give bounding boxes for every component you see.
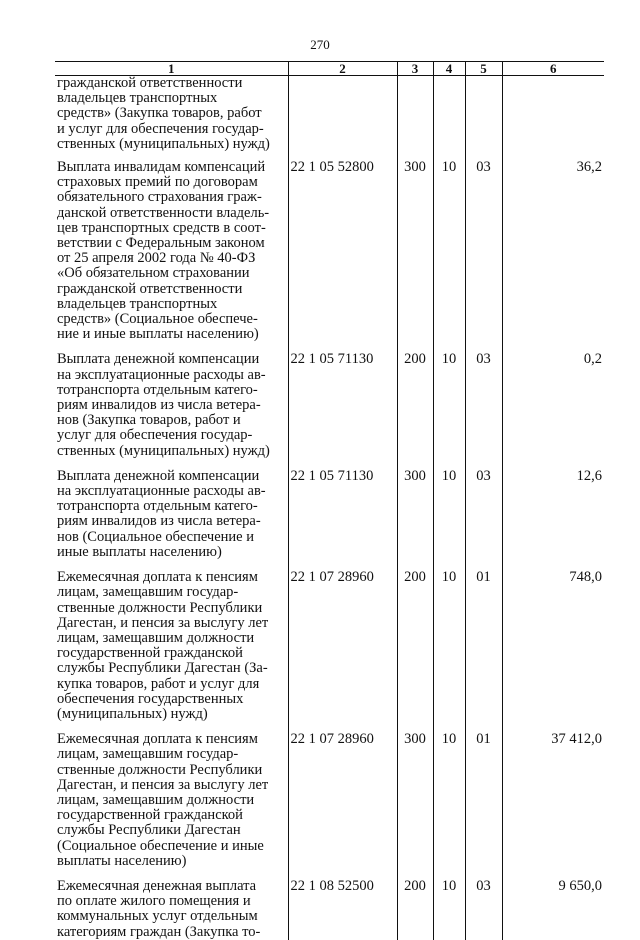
column-header-1: 1: [55, 62, 288, 76]
row-name-cell: Ежемесячная доплата к пенсиям лицам, замещавшим государ- ственные должности Республики Дагестан, и пенсия за выслугу лет лицам, замещавшим должности государственной гражданской службы Республики Дагестан (За- купка товаров, работ и услуг для обеспечения государственных (муниципальных) нужд): [57, 569, 269, 722]
table-body: [55, 76, 604, 940]
page-number: 270: [310, 37, 330, 52]
table-row: [55, 570, 604, 722]
row-name-cell: Выплата денежной компенсации на эксплуатационные расходы ав- тотранспорта отдельным катего- риям инвалидов из числа ветера- нов (Социальное обеспечение и иные выплаты населению): [57, 467, 266, 560]
row-col4-cell: 10: [433, 352, 465, 458]
row-col3-cell: 300: [397, 732, 433, 869]
row-col4-cell: 10: [433, 469, 465, 560]
table-row: [55, 879, 604, 940]
column-header-6: 6: [502, 62, 604, 76]
row-col5-cell: 03: [465, 469, 502, 560]
table-row: [55, 160, 604, 342]
row-amount-cell: 748,0: [502, 570, 604, 722]
table-header-row: [55, 62, 604, 76]
row-col5-cell: 03: [465, 160, 502, 342]
table-row: [55, 352, 604, 458]
row-col4-cell: 10: [433, 160, 465, 342]
row-col5-cell: 01: [465, 570, 502, 722]
row-code-cell: [288, 76, 397, 153]
column-header-3: 3: [397, 62, 433, 76]
row-col3-cell: 200: [397, 352, 433, 458]
row-name-cell: гражданской ответственности владельцев транспортных средств» (Закупка товаров, работ и услуг для обеспечения государ- ственных (муниципальных) нужд): [57, 75, 270, 152]
row-col3-cell: 200: [397, 570, 433, 722]
row-col5-cell: 01: [465, 732, 502, 869]
row-code-cell: 22 1 07 28960: [288, 732, 397, 869]
row-code-cell: 22 1 05 52800: [288, 160, 397, 342]
row-col5-cell: 03: [465, 879, 502, 940]
row-col4-cell: [433, 76, 465, 153]
column-header-2: 2: [288, 62, 397, 76]
row-name-cell: Выплата денежной компенсации на эксплуатационные расходы ав- тотранспорта отдельным катего- риям инвалидов из числа ветера- нов (Закупка товаров, работ и услуг для обеспечения государ- ственных (муниципальных) нужд): [57, 351, 270, 459]
column-header-4: 4: [433, 62, 465, 76]
row-code-cell: 22 1 05 71130: [288, 469, 397, 560]
row-amount-cell: 9 650,0: [502, 879, 604, 940]
row-col3-cell: [397, 76, 433, 153]
row-amount-cell: 37 412,0: [502, 732, 604, 869]
row-code-cell: 22 1 07 28960: [288, 570, 397, 722]
row-col3-cell: 200: [397, 879, 433, 940]
row-amount-cell: 12,6: [502, 469, 604, 560]
row-name-cell: Выплата инвалидам компенсаций страховых премий по договорам обязательного страхования граж- данской ответственности владель- цев транспортных средств в соот- ветствии с Федеральным законом от 25 апреля 2002 года № 40-ФЗ «Об обязательном страховании гражданской ответственности владельцев транспортных средств» (Социальное обеспече- ние и иные выплаты населению): [57, 159, 270, 343]
table-row: [55, 732, 604, 869]
row-col4-cell: 10: [433, 570, 465, 722]
row-code-cell: 22 1 05 71130: [288, 352, 397, 458]
row-col4-cell: 10: [433, 879, 465, 940]
budget-table: [55, 61, 604, 940]
table-row: [55, 469, 604, 560]
row-col3-cell: 300: [397, 160, 433, 342]
table-row: [55, 76, 604, 153]
row-amount-cell: 0,2: [502, 352, 604, 458]
row-col4-cell: 10: [433, 732, 465, 869]
row-code-cell: 22 1 08 52500: [288, 879, 397, 940]
row-col5-cell: 03: [465, 352, 502, 458]
row-name-cell: Ежемесячная доплата к пенсиям лицам, замещавшим государ- ственные должности Республики Дагестан, и пенсия за выслугу лет лицам, замещавшим должности государственной гражданской службы Республики Дагестан (Социальное обеспечение и иные выплаты населению): [57, 731, 269, 869]
row-amount-cell: [502, 76, 604, 153]
row-col5-cell: [465, 76, 502, 153]
row-col3-cell: 300: [397, 469, 433, 560]
column-header-5: 5: [465, 62, 502, 76]
row-amount-cell: 36,2: [502, 160, 604, 342]
row-name-cell: Ежемесячная денежная выплата по оплате жилого помещения и коммунальных услуг отдельным категориям граждан (Закупка то-: [57, 877, 261, 940]
